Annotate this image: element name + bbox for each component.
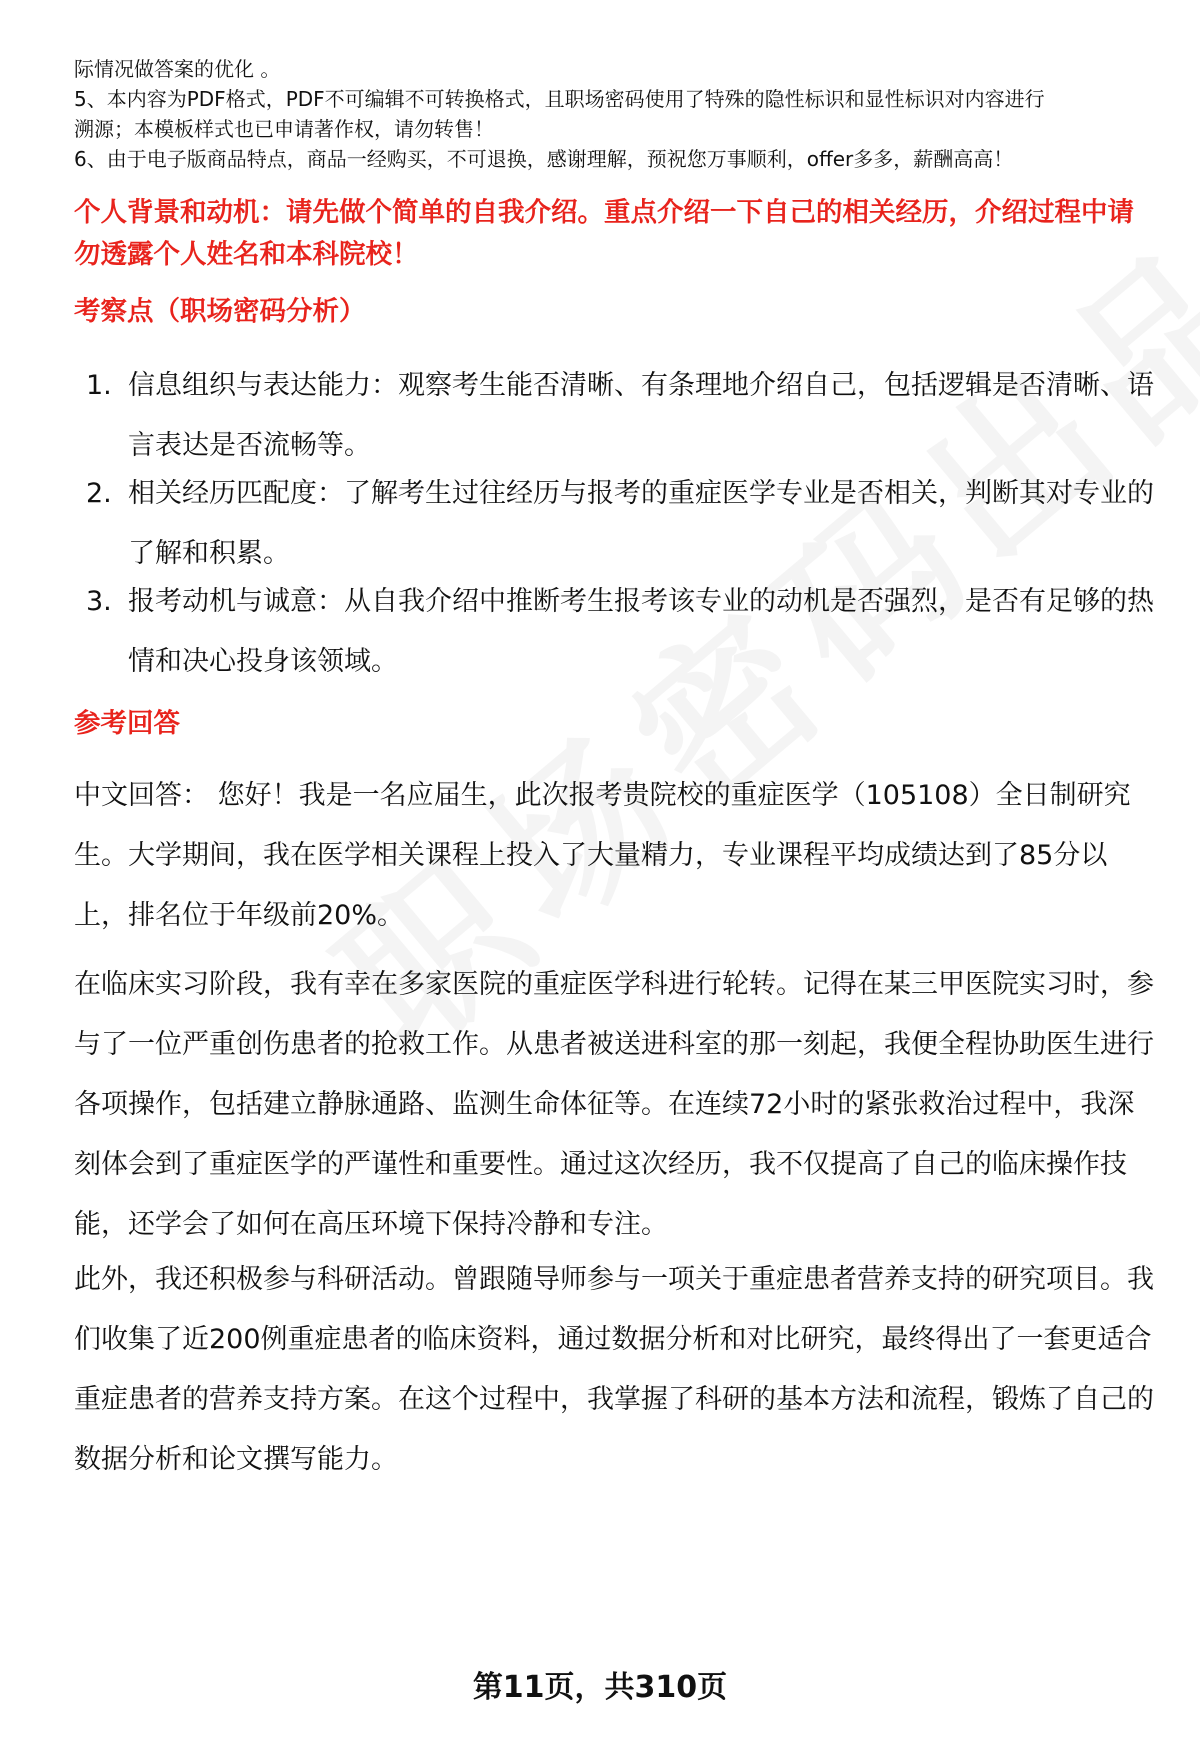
- answer-paragraph: 此外，我还积极参与科研活动。曾跟随导师参与一项关于重症患者营养支持的研究项目。我们收集了近200例重症患者的临床资料，通过数据分析和对比研究，最终得出了一套更适合重症患者的营养支持方案。在这个过程中，我掌握了科研的基本方法和流程，锻炼了自己的数据分析和论文撰写能力。: [74, 1264, 1154, 1475]
- question-heading: 个人背景和动机：请先做个简单的自我介绍。重点介绍一下自己的相关经历，介绍过程中请勿透露个人姓名和本科院校！: [74, 197, 1134, 270]
- list-text: 信息组织与表达能力：观察考生能否清晰、有条理地介绍自己，包括逻辑是否清晰、语言表达是否流畅等。: [128, 370, 1154, 461]
- notice-line: 5、本内容为PDF格式，PDF不可编辑不可转换格式，且职场密码使用了特殊的隐性标识和显性标识对内容进行: [74, 87, 1045, 111]
- assessment-heading: 考察点（职场密码分析）: [74, 296, 366, 327]
- notice-line: 溯源；本模板样式也已申请著作权，请勿转售！: [74, 117, 494, 141]
- notice-line: 际情况做答案的优化 。: [74, 57, 281, 81]
- list-item: [74, 464, 1154, 584]
- answer-paragraph: 在临床实习阶段，我有幸在多家医院的重症医学科进行轮转。记得在某三甲医院实习时，参与了一位严重创伤患者的抢救工作。从患者被送进科室的那一刻起，我便全程协助医生进行各项操作，包括建立静脉通路、监测生命体征等。在连续72小时的紧张救治过程中，我深刻体会到了重症医学的严谨性和重要性。通过这次经历，我不仅提高了自己的临床操作技能，还学会了如何在高压环境下保持冷静和专注。: [74, 969, 1154, 1240]
- list-item: [74, 356, 1154, 476]
- list-text: 报考动机与诚意：从自我介绍中推断考生报考该专业的动机是否强烈，是否有足够的热情和决心投身该领域。: [128, 586, 1154, 677]
- answer-paragraph: 中文回答： 您好！我是一名应届生，此次报考贵院校的重症医学（105108）全日制研究生。大学期间，我在医学相关课程上投入了大量精力，专业课程平均成绩达到了85分以上，排名位于年级前20%。: [74, 780, 1131, 931]
- list-item: [74, 572, 1154, 692]
- list-text: 相关经历匹配度：了解考生过往经历与报考的重症医学专业是否相关，判断其对专业的了解和积累。: [128, 478, 1154, 569]
- notice-line: 6、由于电子版商品特点，商品一经购买，不可退换，感谢理解，预祝您万事顺利，offer多多，薪酬高高！: [74, 147, 1014, 171]
- assessment-list: [74, 356, 1154, 692]
- reference-heading: 参考回答: [74, 708, 180, 739]
- page-number: 第11页，共310页: [472, 1670, 728, 1705]
- list-number: 2.: [86, 478, 112, 509]
- list-number: 1.: [86, 370, 112, 401]
- list-number: 3.: [86, 586, 112, 617]
